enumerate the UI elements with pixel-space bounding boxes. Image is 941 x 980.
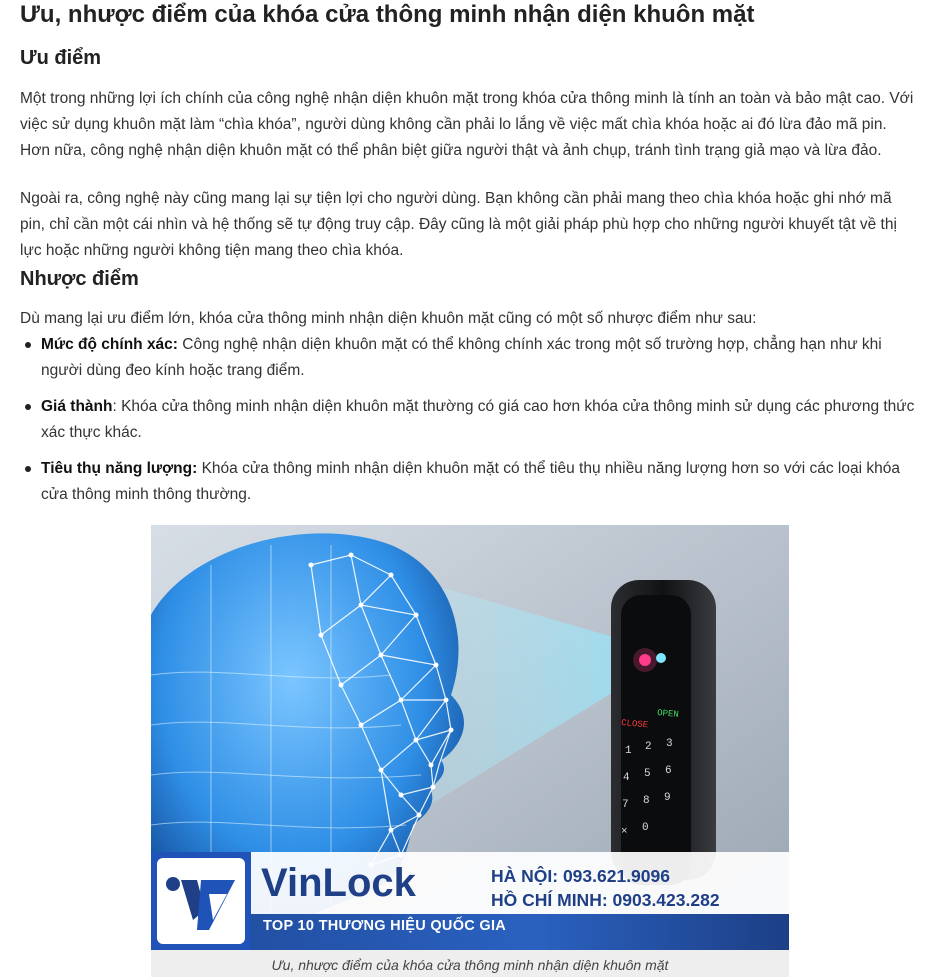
cons-heading: Nhược điểm	[20, 268, 139, 290]
keypad-key: 0	[642, 822, 649, 834]
keypad-key: 1	[625, 745, 632, 757]
keypad-key: 9	[664, 792, 671, 804]
cons-item-text: : Khóa cửa thông minh nhận diện khuôn mặt thường có giá cao hơn khóa cửa thông minh sử dụng các phương thức xác thực khác.	[41, 398, 915, 441]
pros-paragraph-1: Một trong những lợi ích chính của công nghệ nhận diện khuôn mặt trong khóa cửa thông minh là tính an toàn và bảo mật cao. Với việc sử dụng khuôn mặt làm “chìa khóa”, người dùng không cần phải lo lắng về việc mất chìa khóa hoặc ai đó lừa đảo mã pin. Hơn nữa, công nghệ nhận diện khuôn mặt có thể phân biệt giữa người thật và ảnh chụp, tránh tình trạng giả mạo và lừa đảo.	[20, 90, 914, 159]
cons-item-price	[20, 394, 920, 446]
open-label: OPEN	[656, 708, 680, 720]
keypad-key: 8	[643, 795, 650, 807]
cons-item-label: Mức độ chính xác:	[41, 336, 178, 353]
face-recognition-photo	[151, 525, 789, 950]
brand-name: VinLock	[261, 861, 416, 905]
cons-list	[20, 332, 920, 518]
cons-item-energy	[20, 456, 920, 508]
cons-item-label: Giá thành	[41, 398, 113, 415]
article-title: Ưu, nhược điểm của khóa cửa thông minh nhận diện khuôn mặt	[20, 1, 755, 28]
keypad-key: 2	[645, 741, 652, 753]
keypad-key: 6	[665, 765, 672, 777]
cons-item-label: Tiêu thụ năng lượng:	[41, 460, 198, 477]
keypad-key: 5	[644, 768, 651, 780]
hotline-hanoi: HÀ NỘI: 093.621.9096	[491, 866, 670, 886]
pros-heading: Ưu điểm	[20, 47, 102, 69]
vinlock-banner	[151, 852, 789, 950]
cons-item-text: Khóa cửa thông minh nhận diện khuôn mặt có thể tiêu thụ nhiều năng lượng hơn so với các loại khóa cửa thông minh thông thường.	[41, 460, 900, 503]
hotline-hcm: HỒ CHÍ MINH: 0903.423.282	[491, 890, 720, 910]
brand-tagline: TOP 10 THƯƠNG HIỆU QUỐC GIA	[263, 918, 507, 934]
keypad-key: 3	[666, 738, 673, 750]
article-figure	[151, 525, 789, 977]
keypad-key: 4	[623, 772, 630, 784]
keypad-key: 7	[622, 799, 629, 811]
cons-item-accuracy	[20, 332, 920, 384]
keypad-key: ×	[621, 826, 628, 838]
vinlock-logo	[151, 852, 251, 950]
vinlock-logo-icon	[157, 858, 245, 944]
close-label: CLOSE	[620, 718, 649, 731]
cons-intro: Dù mang lại ưu điểm lớn, khóa cửa thông minh nhận diện khuôn mặt cũng có một số nhược điểm như sau:	[20, 310, 757, 327]
pros-paragraph-2: Ngoài ra, công nghệ này cũng mang lại sự tiện lợi cho người dùng. Bạn không cần phải mang theo chìa khóa hoặc ghi nhớ mã pin, chỉ cần một cái nhìn và hệ thống sẽ tự động truy cập. Đây cũng là một giải pháp phù hợp cho những người khuyết tật về thị lực hoặc những người không tiện mang theo chìa khóa.	[20, 190, 897, 259]
cons-item-text: Công nghệ nhận diện khuôn mặt có thể không chính xác trong một số trường hợp, chẳng hạn như khi người dùng đeo kính hoặc trang điểm.	[41, 336, 882, 379]
figure-caption: Ưu, nhược điểm của khóa cửa thông minh nhận diện khuôn mặt	[151, 950, 789, 977]
